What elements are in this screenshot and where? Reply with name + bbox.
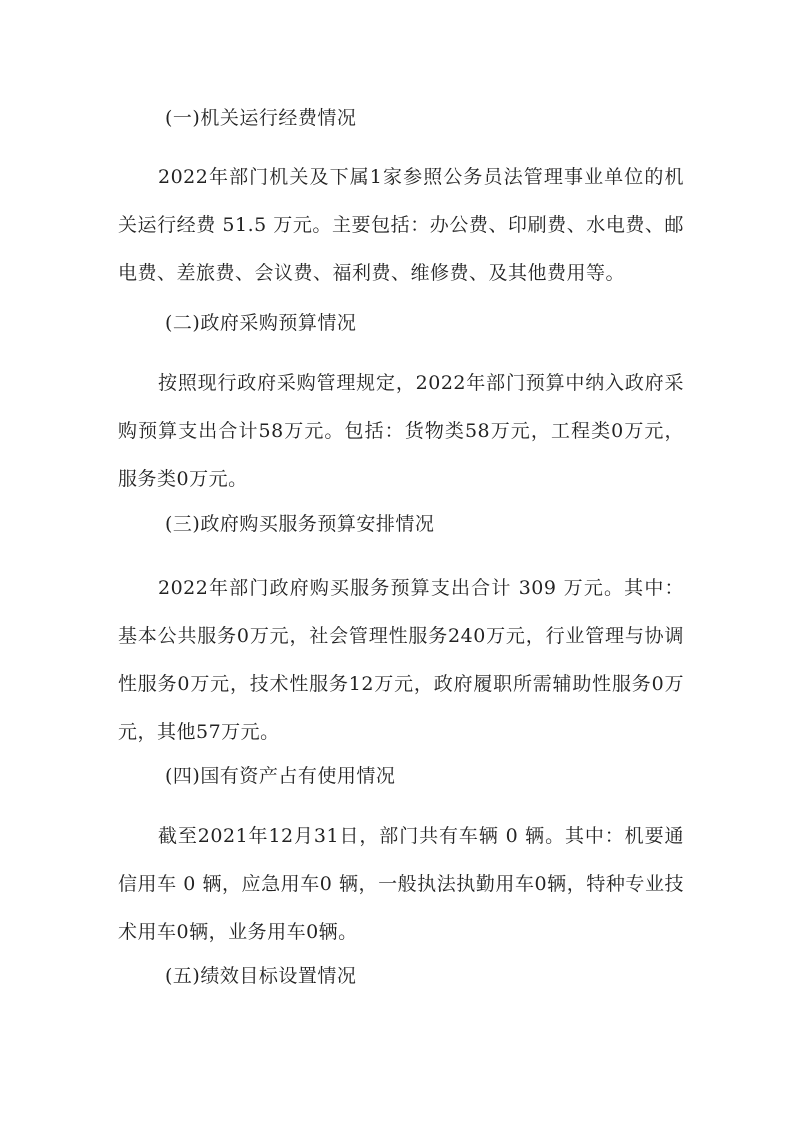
section-heading-5: (五)绩效目标设置情况 <box>165 965 357 987</box>
section-heading-1: (一)机关运行经费情况 <box>165 107 357 129</box>
section-heading-2: (二)政府采购预算情况 <box>165 312 357 334</box>
section-body-1: 2022年部门机关及下属1家参照公务员法管理事业单位的机关运行经费 51.5 万元。主要包括：办公费、印刷费、水电费、邮电费、差旅费、会议费、福利费、维修费、及其他费用等。 <box>118 166 684 284</box>
section-body-2: 按照现行政府采购管理规定，2022年部门预算中纳入政府采购预算支出合计58万元。包括：货物类58万元，工程类0万元，服务类0万元。 <box>118 372 684 490</box>
section-heading-4: (四)国有资产占有使用情况 <box>165 765 396 787</box>
section-body-4: 截至2021年12月31日，部门共有车辆 0 辆。其中：机要通信用车 0 辆，应急用车0 辆，一般执法执勤用车0辆，特种专业技术用车0辆，业务用车0辆。 <box>118 825 684 943</box>
section-body-3: 2022年部门政府购买服务预算支出合计 309 万元。其中：基本公共服务0万元，社会管理性服务240万元，行业管理与协调性服务0万元，技术性服务12万元，政府履职所需辅助性服务0万元，其他57万元。 <box>118 577 684 743</box>
section-heading-3: (三)政府购买服务预算安排情况 <box>165 513 435 535</box>
